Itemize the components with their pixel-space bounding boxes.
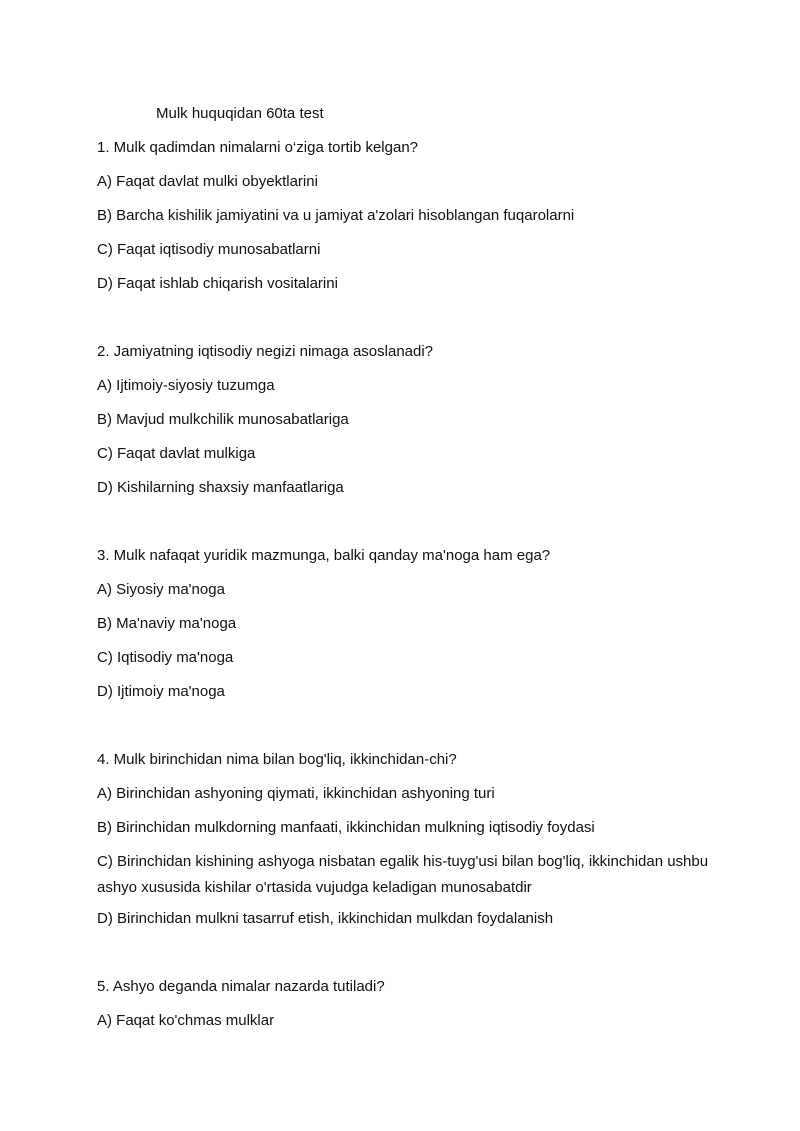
answer-option: D) Faqat ishlab chiqarish vositalarini — [97, 275, 338, 292]
answer-option: A) Ijtimoiy-siyosiy tuzumga — [97, 377, 275, 394]
answer-option: B) Ma'naviy ma'noga — [97, 615, 237, 632]
question-text: 4. Mulk birinchidan nima bilan bog'liq, ikkinchidan-chi? — [97, 751, 457, 768]
answer-option: C) Birinchidan kishining ashyoga nisbatan egalik his-tuyg'usi bilan bog'liq, ikkinchidan ushbu ashyo xususida kishilar o'rtasida vujudga keladigan munosabatdir — [97, 853, 709, 896]
test-questions — [97, 138, 737, 1045]
question-text: 3. Mulk nafaqat yuridik mazmunga, balki qanday ma'noga ham ega? — [97, 547, 551, 564]
question-block — [97, 977, 737, 1031]
answer-option: D) Ijtimoiy ma'noga — [97, 683, 225, 700]
answer-option: D) Kishilarning shaxsiy manfaatlariga — [97, 479, 344, 496]
question-block — [97, 138, 737, 294]
answer-option: A) Faqat ko'chmas mulklar — [97, 1012, 275, 1029]
document-title: Mulk huquqidan 60ta test — [156, 105, 324, 122]
answer-option: C) Faqat iqtisodiy munosabatlarni — [97, 241, 321, 258]
answer-option: D) Birinchidan mulkni tasarruf etish, ikkinchidan mulkdan foydalanish — [97, 910, 554, 927]
answer-option: B) Mavjud mulkchilik munosabatlariga — [97, 411, 349, 428]
answer-option: C) Faqat davlat mulkiga — [97, 445, 256, 462]
question-text: 1. Mulk qadimdan nimalarni o‘ziga tortib kelgan? — [97, 139, 419, 156]
answer-option: B) Birinchidan mulkdorning manfaati, ikkinchidan mulkning iqtisodiy foydasi — [97, 819, 595, 836]
answer-option: C) Iqtisodiy ma'noga — [97, 649, 234, 666]
answer-option: A) Siyosiy ma'noga — [97, 581, 225, 598]
question-block — [97, 546, 737, 702]
answer-option: B) Barcha kishilik jamiyatini va u jamiyat a'zolari hisoblangan fuqarolarni — [97, 207, 575, 224]
answer-option: A) Faqat davlat mulki obyektlarini — [97, 173, 318, 190]
question-block — [97, 342, 737, 498]
answer-option: A) Birinchidan ashyoning qiymati, ikkinchidan ashyoning turi — [97, 785, 495, 802]
question-text: 5. Ashyo deganda nimalar nazarda tutiladi? — [97, 978, 385, 995]
question-text: 2. Jamiyatning iqtisodiy negizi nimaga asoslanadi? — [97, 343, 434, 360]
question-block — [97, 750, 737, 929]
